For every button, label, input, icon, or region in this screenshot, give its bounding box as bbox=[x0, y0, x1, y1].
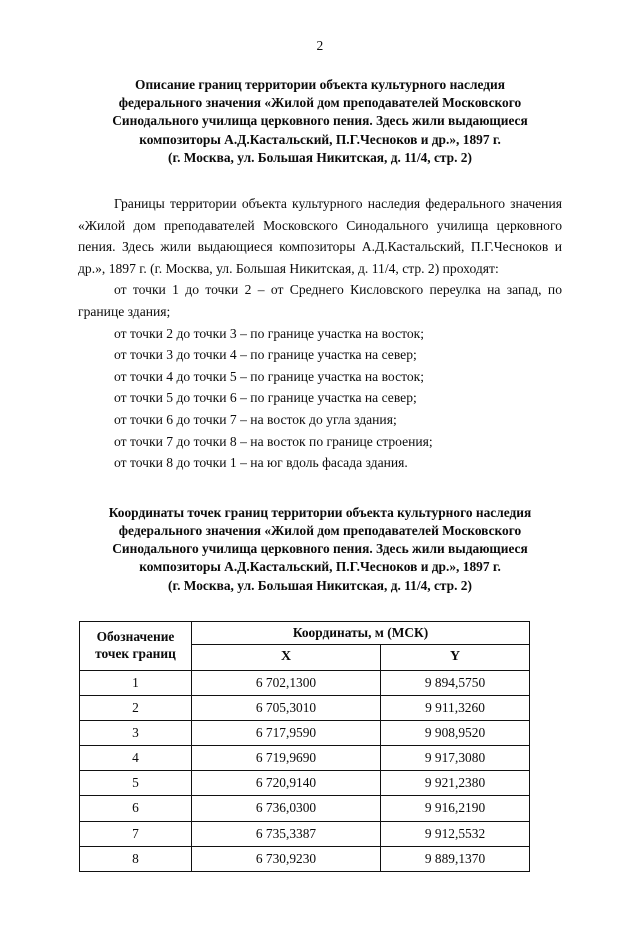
list-item: от точки 1 до точки 2 – от Среднего Кисловского переулка на запад, по границе здания; bbox=[78, 282, 562, 319]
list-item: от точки 6 до точки 7 – на восток до угла здания; bbox=[114, 411, 397, 427]
table-row bbox=[80, 771, 530, 796]
cell-x: 6 702,1300 bbox=[192, 670, 381, 695]
cell-y: 9 894,5750 bbox=[381, 670, 530, 695]
title-line: Синодального училища церковного пения. Здесь жили выдающиеся bbox=[112, 113, 528, 129]
header-x: X bbox=[192, 645, 381, 671]
border-description-list bbox=[78, 279, 562, 473]
table-row bbox=[80, 821, 530, 846]
title-line: Координаты точек границ территории объекта культурного наследия bbox=[108, 504, 532, 520]
coordinates-table bbox=[79, 621, 530, 872]
coordinates-title-block bbox=[78, 504, 562, 595]
cell-y: 9 911,3260 bbox=[381, 695, 530, 720]
title-line: (г. Москва, ул. Большая Никитская, д. 11/4, стр. 2) bbox=[168, 149, 472, 165]
table-row bbox=[80, 670, 530, 695]
cell-point: 1 bbox=[80, 670, 192, 695]
list-item: от точки 2 до точки 3 – по границе участка на восток; bbox=[114, 325, 425, 341]
coordinates-table-wrapper bbox=[78, 621, 562, 871]
header-y: Y bbox=[381, 645, 530, 671]
title-line: Описание границ территории объекта культурного наследия bbox=[135, 77, 505, 92]
section-spacer bbox=[78, 474, 562, 504]
cell-point: 3 bbox=[80, 721, 192, 746]
cell-point: 7 bbox=[80, 821, 192, 846]
list-item: от точки 4 до точки 5 – по границе участка на восток; bbox=[114, 368, 425, 384]
title-line: композиторы А.Д.Кастальский, П.Г.Чесноков и др.», 1897 г. bbox=[139, 559, 501, 575]
table-head bbox=[80, 621, 530, 670]
table-row bbox=[80, 796, 530, 821]
cell-point: 5 bbox=[80, 771, 192, 796]
page-content bbox=[78, 76, 562, 871]
cell-y: 9 921,2380 bbox=[381, 771, 530, 796]
cell-x: 6 717,9590 bbox=[192, 721, 381, 746]
header-point-label bbox=[80, 621, 192, 670]
cell-x: 6 730,9230 bbox=[192, 846, 381, 871]
table-row bbox=[80, 695, 530, 720]
page-number: 2 bbox=[316, 38, 324, 53]
table-row bbox=[80, 721, 530, 746]
table-row bbox=[80, 746, 530, 771]
title-line: композиторы А.Д.Кастальский, П.Г.Чесноков и др.», 1897 г. bbox=[139, 131, 501, 147]
cell-point: 6 bbox=[80, 796, 192, 821]
list-item: от точки 8 до точки 1 – на юг вдоль фасада здания. bbox=[114, 455, 408, 471]
header-point-label-line1: Обозначение bbox=[96, 629, 175, 645]
cell-point: 8 bbox=[80, 846, 192, 871]
title-line: Синодального училища церковного пения. Здесь жили выдающиеся bbox=[112, 541, 528, 557]
table-row bbox=[80, 846, 530, 871]
cell-y: 9 916,2190 bbox=[381, 796, 530, 821]
list-item: от точки 7 до точки 8 – на восток по границе строения; bbox=[114, 433, 433, 449]
table-body bbox=[80, 670, 530, 871]
list-item: от точки 5 до точки 6 – по границе участка на север; bbox=[114, 390, 417, 406]
document-page bbox=[0, 38, 640, 943]
list-item: от точки 3 до точки 4 – по границе участка на север; bbox=[114, 347, 417, 363]
cell-y: 9 912,5532 bbox=[381, 821, 530, 846]
cell-y: 9 889,1370 bbox=[381, 846, 530, 871]
title-line: федерального значения «Жилой дом преподавателей Московского bbox=[118, 522, 522, 538]
table-header-row-group bbox=[80, 621, 530, 644]
intro-paragraph: Границы территории объекта культурного наследия федерального значения «Жилой дом преподавателей Московского Синодального училища церковного пения. Здесь жили выдающиеся композиторы А.Д.Кастальский, П.Г.Чесноков и др.», 1897 г. (г. Москва, ул. Большая Никитская, д. 11/4, стр. 2) проходят: bbox=[78, 196, 562, 276]
cell-x: 6 719,9690 bbox=[192, 746, 381, 771]
document-title-block bbox=[78, 76, 562, 167]
cell-x: 6 736,0300 bbox=[192, 796, 381, 821]
title-line: (г. Москва, ул. Большая Никитская, д. 11/4, стр. 2) bbox=[168, 577, 472, 593]
header-point-label-line2: точек границ bbox=[95, 645, 176, 661]
cell-x: 6 720,9140 bbox=[192, 771, 381, 796]
cell-y: 9 908,9520 bbox=[381, 721, 530, 746]
cell-x: 6 735,3387 bbox=[192, 821, 381, 846]
cell-point: 4 bbox=[80, 746, 192, 771]
cell-y: 9 917,3080 bbox=[381, 746, 530, 771]
title-line: федерального значения «Жилой дом преподавателей Московского bbox=[118, 95, 522, 111]
cell-x: 6 705,3010 bbox=[192, 695, 381, 720]
cell-point: 2 bbox=[80, 695, 192, 720]
header-coordinates-group: Координаты, м (МСК) bbox=[192, 621, 530, 644]
